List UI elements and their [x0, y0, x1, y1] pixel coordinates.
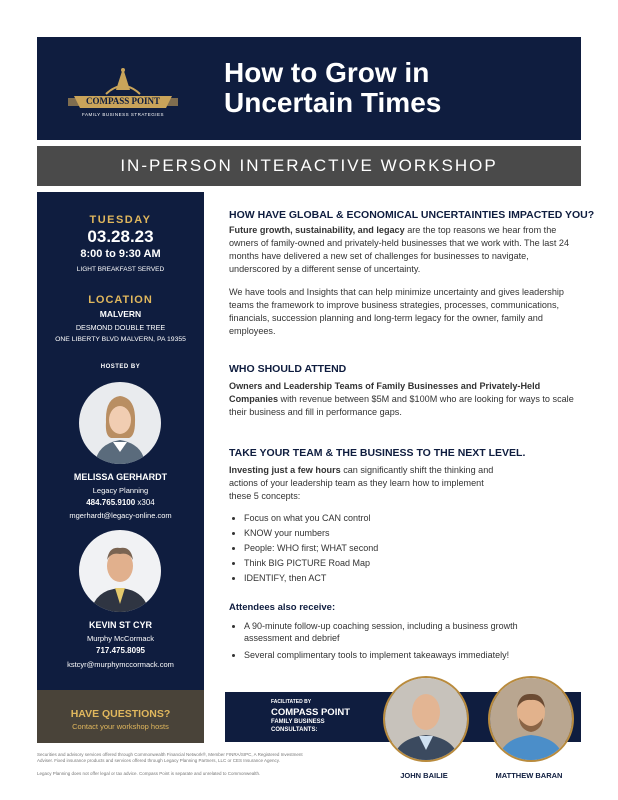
- event-time: 8:00 to 9:30 AM: [80, 248, 161, 260]
- facilitated-label: FACILITATED BY: [271, 699, 312, 705]
- matthew-baran-avatar: [488, 676, 574, 762]
- host2-avatar: [79, 530, 161, 612]
- event-sidebar: [37, 192, 204, 690]
- event-day: TUESDAY: [89, 214, 152, 226]
- logo-brand-text: COMPASS POINT: [85, 96, 161, 106]
- section-heading-uncertainties: HOW HAVE GLOBAL & ECONOMICAL UNCERTAINTIES IMPACTED YOU?: [229, 209, 595, 221]
- list-item: • IDENTIFY, then ACT: [244, 571, 378, 586]
- john-bailie-avatar: [383, 676, 469, 762]
- questions-subtitle: Contact your workshop hosts: [72, 722, 169, 731]
- host1-phone[interactable]: 484.765.9100: [86, 498, 136, 507]
- logo-tagline: FAMILY BUSINESS STRATEGIES: [81, 112, 165, 117]
- uncertainties-bold: Future growth, sustainability, and legacy: [229, 225, 405, 235]
- disclaimer-line-1: Securities and advisory services offered through Commonwealth Financial Network®, Member FINRA/SIPC, A Registered Investment: [37, 752, 303, 757]
- facilitated-sub1: FAMILY BUSINESS: [271, 719, 325, 725]
- host2-company: Murphy McCormack: [86, 634, 155, 643]
- matthew-baran-photo-icon: [490, 678, 572, 760]
- host1-phone-row: [37, 498, 204, 507]
- list-item: • Several complimentary tools to implement takeaways immediately!: [244, 649, 544, 661]
- section-heading-next-level: TAKE YOUR TEAM & THE BUSINESS TO THE NEXT LEVEL.: [229, 447, 526, 459]
- john-bailie-photo-icon: [385, 678, 467, 760]
- john-bailie-name: JOHN BAILIE: [400, 771, 448, 780]
- who-text: with revenue between $5M and $100M who are looking for ways to scale their business and fill in performance gaps.: [229, 394, 574, 417]
- section-text-next-level: [229, 464, 499, 503]
- section-heading-who: WHO SHOULD ATTEND: [229, 363, 347, 375]
- questions-title: HAVE QUESTIONS?: [70, 708, 171, 720]
- list-item: • KNOW your numbers: [244, 526, 378, 541]
- host1-name: MELISSA GERHARDT: [73, 472, 168, 482]
- host1-avatar: [79, 382, 161, 464]
- hosted-by-label: HOSTED BY: [100, 364, 141, 370]
- event-date: 03.28.23: [87, 227, 154, 246]
- list-item: • A 90-minute follow-up coaching session, including a business growth assessment and debrief: [244, 620, 544, 644]
- location-venue: DESMOND DOUBLE TREE: [75, 323, 166, 332]
- section-text-tools: We have tools and Insights that can help minimize uncertainty and gives leadership teams the framework to improve business strategies, processes, communications, financials, succession planning and long-term legacy for the owner, family and employees.: [229, 287, 564, 336]
- breakfast-note: LIGHT BREAKFAST SERVED: [76, 266, 165, 273]
- questions-box: [37, 690, 204, 743]
- host2-photo-icon: [79, 530, 161, 612]
- section-text-who: [229, 380, 581, 419]
- next-level-text: can significantly shift the thinking and actions of your leadership team as they learn how to implement these 5 concepts:: [229, 465, 494, 501]
- facilitated-brand: COMPASS POINT: [271, 707, 350, 718]
- host1-company: Legacy Planning: [92, 486, 149, 495]
- location-city: MALVERN: [99, 309, 142, 319]
- host1-ext: x304: [135, 498, 155, 507]
- uncertainties-text: are the top reasons we hear from the owners of family-owned and privately-held businesses that we work with. The last 24 months have delivered a new set of challenges for businesses to navigate, underscored by a different sense of uncertainty.: [229, 225, 570, 274]
- receive-list: [232, 620, 544, 661]
- next-level-bold: Investing just a few hours: [229, 465, 341, 475]
- concepts-list: [232, 511, 378, 586]
- facilitated-sub2: CONSULTANTS:: [271, 727, 318, 733]
- list-item: • Focus on what you CAN control: [244, 511, 378, 526]
- host2-name: KEVIN ST CYR: [88, 620, 152, 630]
- host1-photo-icon: [79, 382, 161, 464]
- location-label: LOCATION: [88, 294, 153, 306]
- title-line-2: Uncertain Times: [224, 87, 442, 118]
- disclaimer-line-3: Legacy Planning does not offer legal or tax advice. Compass Point is separate and unrelated to Commonwealth.: [37, 771, 261, 776]
- section-heading-receive: Attendees also receive:: [229, 602, 336, 613]
- section-text-uncertainties: [229, 224, 581, 276]
- matthew-baran-name: MATTHEW BARAN: [495, 771, 563, 780]
- disclaimer-line-2: Adviser. Fixed insurance products and services offered through Legacy Planning Partners, LLC or CES Insurance Agency.: [37, 758, 280, 763]
- list-item: • People: WHO first; WHAT second: [244, 541, 378, 556]
- workshop-banner: IN-PERSON INTERACTIVE WORKSHOP: [37, 146, 581, 186]
- host2-email[interactable]: kstcyr@murphymccormack.com: [67, 660, 174, 669]
- title-line-1: How to Grow in: [224, 57, 430, 88]
- page-title: [224, 58, 564, 118]
- host1-email[interactable]: mgerhardt@legacy-online.com: [69, 511, 172, 520]
- list-item: • Think BIG PICTURE Road Map: [244, 556, 378, 571]
- location-address: ONE LIBERTY BLVD MALVERN, PA 19355: [55, 336, 186, 343]
- who-bold: Owners and Leadership Teams of Family Businesses and Privately-Held Companies: [229, 381, 541, 404]
- host2-phone[interactable]: 717.475.8095: [96, 646, 145, 655]
